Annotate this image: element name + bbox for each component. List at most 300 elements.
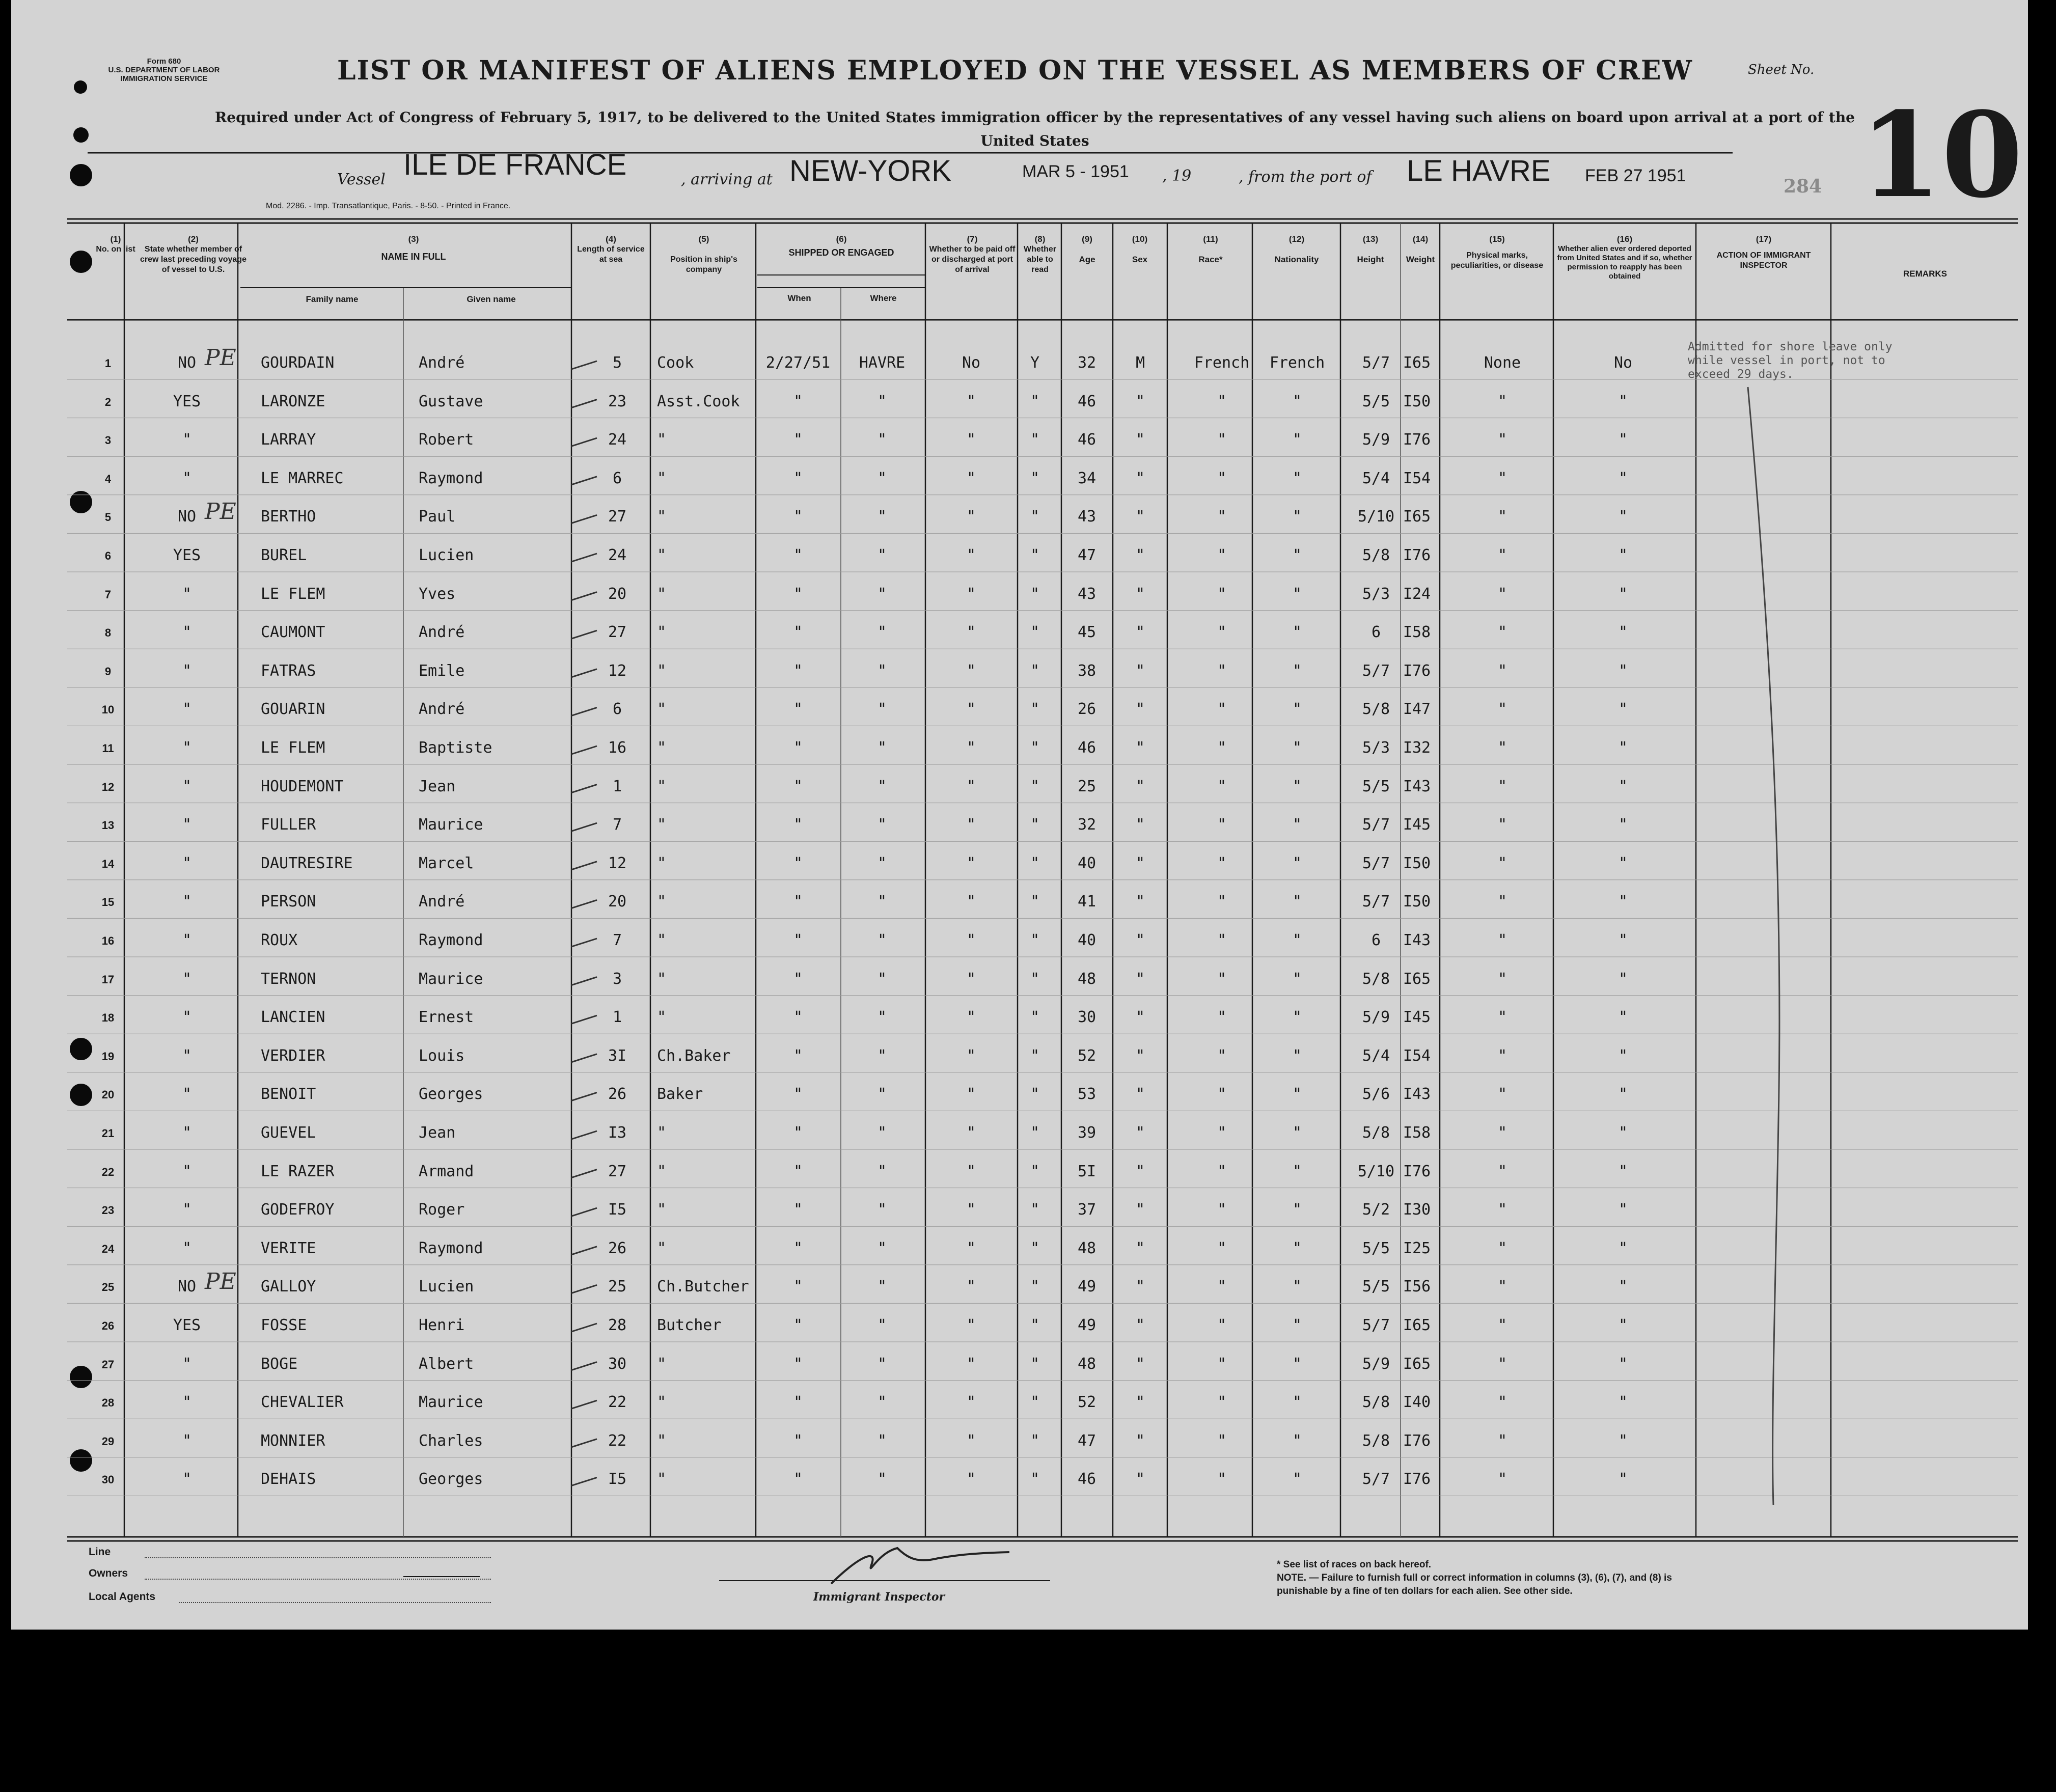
cell-paid: ": [966, 661, 976, 680]
cell-marks: ": [1497, 661, 1507, 680]
cell-deported: ": [1618, 1124, 1628, 1142]
cell-family: MONNIER: [261, 1431, 325, 1450]
cell-position: Baker: [657, 1085, 703, 1104]
cell-deported: ": [1618, 1201, 1628, 1219]
cell-marks: ": [1497, 777, 1507, 795]
cell-deported: ": [1618, 700, 1628, 719]
cell-no: 21: [101, 1127, 115, 1140]
cell-read: ": [1030, 854, 1040, 872]
service-tick-mark: [571, 630, 597, 639]
cell-deported: ": [1618, 1239, 1628, 1257]
cell-paid: ": [966, 777, 976, 795]
service-tick-mark: [571, 862, 597, 870]
cell-deported: ": [1618, 661, 1628, 680]
cell-service: 25: [608, 1278, 627, 1296]
cell-nationality: ": [1292, 777, 1302, 795]
cell-position: ": [657, 777, 667, 795]
cell-age: 32: [1077, 816, 1096, 834]
cell-where: ": [877, 1008, 887, 1027]
cell-marks: ": [1497, 1431, 1507, 1450]
service-tick-mark: [571, 669, 597, 677]
cell-service: 7: [612, 816, 622, 834]
cell-where: ": [877, 1470, 887, 1488]
cell-marks: ": [1497, 1239, 1507, 1257]
cell-read: ": [1030, 1355, 1040, 1373]
cell-prev: ": [182, 1355, 192, 1373]
cell-sex: ": [1135, 392, 1145, 410]
cell-age: 39: [1077, 1124, 1096, 1142]
cell-where: ": [877, 739, 887, 757]
cell-read: ": [1030, 469, 1040, 487]
cell-where: ": [877, 854, 887, 872]
cell-read: ": [1030, 1316, 1040, 1334]
cell-where: ": [877, 661, 887, 680]
cell-service: 1: [612, 1008, 622, 1027]
cell-read: ": [1030, 1278, 1040, 1296]
cell-service: 27: [608, 508, 627, 526]
cell-position: ": [657, 970, 667, 988]
pe-annotation: PE: [205, 1269, 236, 1295]
cell-sex: ": [1135, 700, 1145, 719]
cell-family: LE MARREC: [261, 469, 344, 487]
cell-prev: ": [182, 623, 192, 642]
cell-family: PERSON: [261, 893, 316, 911]
cell-when: ": [793, 623, 803, 642]
cell-deported: ": [1618, 585, 1628, 603]
cell-deported: ": [1618, 546, 1628, 564]
cell-height: 5/7: [1362, 1316, 1390, 1334]
cell-prev: NO: [177, 508, 197, 526]
cell-service: 26: [608, 1239, 627, 1257]
cell-family: VERDIER: [261, 1046, 325, 1065]
cell-race: ": [1217, 854, 1227, 872]
cell-sex: ": [1135, 469, 1145, 487]
given-name-header: Given name: [467, 294, 516, 304]
cell-position: ": [657, 1431, 667, 1450]
cell-height: 5/9: [1362, 1008, 1390, 1027]
cell-prev: ": [182, 816, 192, 834]
cell-height: 5/7: [1362, 661, 1390, 680]
arrival-port: NEW-YORK: [789, 154, 951, 187]
cell-when: ": [793, 1008, 803, 1027]
cell-given: André: [419, 354, 465, 372]
cell-when: ": [793, 1278, 803, 1296]
cell-when: ": [793, 816, 803, 834]
cell-paid: ": [966, 546, 976, 564]
cell-no: 23: [101, 1204, 115, 1217]
service-tick-mark: [571, 477, 597, 485]
cell-nationality: ": [1292, 1278, 1302, 1296]
col9-header: (9) Age: [1079, 234, 1095, 264]
cell-position: ": [657, 739, 667, 757]
service-tick-mark: [571, 1170, 597, 1178]
from-label: , from the port of: [1239, 168, 1372, 186]
cell-nationality: ": [1292, 1085, 1302, 1104]
cell-height: 5/4: [1362, 1046, 1390, 1065]
cell-nationality: ": [1292, 1239, 1302, 1257]
cell-marks: ": [1497, 1162, 1507, 1180]
cell-race: ": [1217, 777, 1227, 795]
cell-nationality: ": [1292, 508, 1302, 526]
cell-prev: ": [182, 1239, 192, 1257]
cell-sex: ": [1135, 970, 1145, 988]
cell-no: 22: [101, 1165, 115, 1178]
cell-where: ": [877, 1085, 887, 1104]
stamp-number: 284: [1784, 176, 1822, 197]
vessel-label: Vessel: [337, 171, 386, 188]
family-name-header: Family name: [306, 294, 359, 304]
cell-given: Paul: [419, 508, 456, 526]
cell-given: Maurice: [419, 970, 483, 988]
cell-read: ": [1030, 816, 1040, 834]
cell-no: 19: [101, 1050, 115, 1063]
cell-family: LARONZE: [261, 392, 325, 410]
cell-height: 5/8: [1362, 970, 1390, 988]
cell-nationality: ": [1292, 661, 1302, 680]
cell-where: ": [877, 1201, 887, 1219]
cell-service: 27: [608, 1162, 627, 1180]
cell-deported: ": [1618, 1316, 1628, 1334]
sheet-label: Sheet No.: [1748, 62, 1815, 77]
service-tick-mark: [571, 1324, 597, 1332]
inspector-label: Immigrant Inspector: [813, 1590, 945, 1604]
cell-given: Jean: [419, 1124, 456, 1142]
cell-service: 22: [608, 1431, 627, 1450]
cell-marks: ": [1497, 1201, 1507, 1219]
cell-no: 13: [101, 819, 115, 832]
cell-paid: ": [966, 1393, 976, 1412]
cell-family: CHEVALIER: [261, 1393, 344, 1412]
cell-weight: I54: [1403, 469, 1431, 487]
cell-height: 5/5: [1362, 1239, 1390, 1257]
cell-deported: ": [1618, 816, 1628, 834]
cell-height: 5/8: [1362, 1431, 1390, 1450]
cell-age: 37: [1077, 1201, 1096, 1219]
cell-paid: ": [966, 1046, 976, 1065]
cell-given: Lucien: [419, 1278, 474, 1296]
cell-deported: ": [1618, 1393, 1628, 1412]
cell-weight: I76: [1403, 546, 1431, 564]
cell-nationality: ": [1292, 1046, 1302, 1065]
cell-race: ": [1217, 700, 1227, 719]
cell-nationality: ": [1292, 1008, 1302, 1027]
cell-service: 12: [608, 661, 627, 680]
cell-no: 26: [101, 1319, 115, 1332]
cell-family: VERITE: [261, 1239, 316, 1257]
cell-no: 14: [101, 857, 115, 870]
cell-service: 23: [608, 392, 627, 410]
cell-paid: ": [966, 893, 976, 911]
cell-prev: ": [182, 931, 192, 949]
cell-service: 20: [608, 893, 627, 911]
cell-paid: ": [966, 1162, 976, 1180]
cell-age: 45: [1077, 623, 1096, 642]
cell-sex: ": [1135, 816, 1145, 834]
cell-when: ": [793, 392, 803, 410]
cell-sex: ": [1135, 585, 1145, 603]
cell-height: 5/7: [1362, 816, 1390, 834]
cell-age: 25: [1077, 777, 1096, 795]
cell-deported: ": [1618, 1085, 1628, 1104]
cell-weight: I32: [1403, 739, 1431, 757]
cell-sex: ": [1135, 1085, 1145, 1104]
cell-when: ": [793, 1239, 803, 1257]
cell-when: ": [793, 1124, 803, 1142]
cell-where: ": [877, 893, 887, 911]
cell-read: Y: [1030, 354, 1040, 372]
cell-given: Raymond: [419, 931, 483, 949]
cell-read: ": [1030, 546, 1040, 564]
cell-sex: ": [1135, 1316, 1145, 1334]
owners-label: Owners: [89, 1567, 128, 1579]
cell-service: 22: [608, 1393, 627, 1412]
cell-position: Butcher: [657, 1316, 722, 1334]
cell-when: ": [793, 1393, 803, 1412]
cell-no: 9: [104, 665, 112, 678]
cell-race: ": [1217, 1201, 1227, 1219]
cell-given: Georges: [419, 1085, 483, 1104]
cell-position: ": [657, 431, 667, 449]
cell-given: Robert: [419, 431, 474, 449]
cell-read: ": [1030, 392, 1040, 410]
cell-read: ": [1030, 1431, 1040, 1450]
cell-position: Ch.Butcher: [657, 1278, 749, 1296]
cell-marks: ": [1497, 1008, 1507, 1027]
cell-given: Armand: [419, 1162, 474, 1180]
cell-no: 3: [104, 434, 112, 447]
cell-given: Yves: [419, 585, 456, 603]
cell-marks: ": [1497, 893, 1507, 911]
cell-age: 46: [1077, 431, 1096, 449]
cell-read: ": [1030, 661, 1040, 680]
cell-weight: I50: [1403, 893, 1431, 911]
cell-weight: I47: [1403, 700, 1431, 719]
cell-paid: ": [966, 392, 976, 410]
service-tick-mark: [571, 1054, 597, 1062]
cell-family: LE RAZER: [261, 1162, 335, 1180]
cell-position: ": [657, 1470, 667, 1488]
cell-prev: ": [182, 1085, 192, 1104]
col8-header: (8) Whether able to read: [1024, 234, 1056, 274]
cell-read: ": [1030, 1046, 1040, 1065]
cell-service: 7: [612, 931, 622, 949]
cell-deported: ": [1618, 1278, 1628, 1296]
manifest-sheet: [11, 0, 2028, 1630]
cell-no: 27: [101, 1358, 115, 1371]
cell-prev: ": [182, 854, 192, 872]
cell-weight: I76: [1403, 1162, 1431, 1180]
cell-age: 47: [1077, 1431, 1096, 1450]
cell-sex: ": [1135, 1393, 1145, 1412]
cell-deported: ": [1618, 392, 1628, 410]
cell-weight: I65: [1403, 970, 1431, 988]
cell-race: ": [1217, 469, 1227, 487]
cell-deported: ": [1618, 431, 1628, 449]
footer-notes: [1277, 1558, 1725, 1598]
cell-read: ": [1030, 585, 1040, 603]
cell-height: 5/2: [1362, 1201, 1390, 1219]
cell-position: ": [657, 1239, 667, 1257]
service-tick-mark: [571, 438, 597, 446]
cell-when: ": [793, 854, 803, 872]
cell-paid: ": [966, 1355, 976, 1373]
service-tick-mark: [571, 1208, 597, 1216]
cell-no: 25: [101, 1281, 115, 1294]
cell-age: 26: [1077, 700, 1096, 719]
cell-where: ": [877, 1431, 887, 1450]
cell-when: ": [793, 739, 803, 757]
cell-when: ": [793, 777, 803, 795]
cell-service: 28: [608, 1316, 627, 1334]
cell-no: 6: [104, 549, 112, 562]
cell-paid: ": [966, 931, 976, 949]
cell-marks: ": [1497, 1085, 1507, 1104]
cell-position: ": [657, 661, 667, 680]
cell-when: ": [793, 1470, 803, 1488]
cell-age: 32: [1077, 354, 1096, 372]
cell-when: ": [793, 970, 803, 988]
cell-race: ": [1217, 1431, 1227, 1450]
cell-read: ": [1030, 931, 1040, 949]
cell-prev: YES: [173, 1316, 201, 1334]
cell-age: 46: [1077, 739, 1096, 757]
cell-race: ": [1217, 1393, 1227, 1412]
cell-age: 48: [1077, 970, 1096, 988]
cell-position: Asst.Cook: [657, 392, 740, 410]
cell-read: ": [1030, 893, 1040, 911]
cell-nationality: ": [1292, 1124, 1302, 1142]
pe-annotation: PE: [205, 499, 236, 525]
cell-height: 6: [1371, 931, 1381, 949]
cell-weight: I30: [1403, 1201, 1431, 1219]
cell-read: ": [1030, 700, 1040, 719]
cell-race: ": [1217, 585, 1227, 603]
cell-where: HAVRE: [859, 354, 906, 372]
vessel-name: ILE DE FRANCE: [403, 148, 627, 181]
cell-where: ": [877, 1162, 887, 1180]
service-tick-mark: [571, 785, 597, 793]
cell-height: 5/10: [1357, 508, 1395, 526]
cell-age: 46: [1077, 1470, 1096, 1488]
cell-position: ": [657, 854, 667, 872]
cell-paid: ": [966, 1470, 976, 1488]
cell-paid: ": [966, 739, 976, 757]
cell-sex: ": [1135, 1201, 1145, 1219]
cell-service: 1: [612, 777, 622, 795]
cell-given: Marcel: [419, 854, 474, 872]
cell-nationality: ": [1292, 970, 1302, 988]
cell-read: ": [1030, 970, 1040, 988]
cell-prev: ": [182, 1008, 192, 1027]
cell-service: 16: [608, 739, 627, 757]
cell-no: 11: [102, 742, 114, 755]
cell-family: BENOIT: [261, 1085, 316, 1104]
cell-where: ": [877, 1393, 887, 1412]
cell-age: 49: [1077, 1316, 1096, 1334]
cell-prev: ": [182, 1201, 192, 1219]
service-tick-mark: [571, 1362, 597, 1370]
cell-sex: ": [1135, 546, 1145, 564]
cell-nationality: ": [1292, 739, 1302, 757]
departure-date: FEB 27 1951: [1585, 166, 1686, 185]
cell-family: TERNON: [261, 970, 316, 988]
cell-paid: ": [966, 700, 976, 719]
cell-prev: ": [182, 1124, 192, 1142]
cell-position: ": [657, 700, 667, 719]
cell-marks: ": [1497, 1278, 1507, 1296]
cell-deported: ": [1618, 931, 1628, 949]
cell-nationality: ": [1292, 816, 1302, 834]
printer-imprint: Mod. 2286. - Imp. Transatlantique, Paris. - 8-50. - Printed in France.: [266, 202, 511, 210]
cell-where: ": [877, 392, 887, 410]
cell-prev: ": [182, 970, 192, 988]
cell-marks: ": [1497, 1046, 1507, 1065]
cell-where: ": [877, 623, 887, 642]
service-tick-mark: [571, 361, 597, 369]
cell-age: 47: [1077, 546, 1096, 564]
cell-read: ": [1030, 1201, 1040, 1219]
cell-position: ": [657, 1124, 667, 1142]
cell-nationality: ": [1292, 1201, 1302, 1219]
vertical-pencil-mark: [1748, 387, 1779, 1505]
cell-position: ": [657, 893, 667, 911]
cell-prev: ": [182, 431, 192, 449]
cell-no: 2: [104, 395, 112, 408]
cell-height: 5/7: [1362, 1470, 1390, 1488]
cell-family: DEHAIS: [261, 1470, 316, 1488]
cell-read: ": [1030, 1393, 1040, 1412]
cell-read: ": [1030, 508, 1040, 526]
cell-weight: I50: [1403, 392, 1431, 410]
cell-marks: ": [1497, 431, 1507, 449]
cell-paid: ": [966, 970, 976, 988]
cell-where: ": [877, 1046, 887, 1065]
cell-sex: ": [1135, 508, 1145, 526]
cell-position: ": [657, 1162, 667, 1180]
cell-paid: ": [966, 854, 976, 872]
cell-when: ": [793, 585, 803, 603]
cell-given: Roger: [419, 1201, 465, 1219]
cell-marks: ": [1497, 585, 1507, 603]
cell-position: Ch.Baker: [657, 1046, 731, 1065]
cell-service: 26: [608, 1085, 627, 1104]
cell-race: ": [1217, 970, 1227, 988]
cell-height: 5/8: [1362, 1393, 1390, 1412]
cell-weight: I50: [1403, 854, 1431, 872]
cell-service: 6: [612, 469, 622, 487]
year-label: , 19: [1162, 167, 1192, 185]
cell-prev: ": [182, 700, 192, 719]
cell-paid: ": [966, 1201, 976, 1219]
cell-nationality: ": [1292, 1393, 1302, 1412]
cell-marks: ": [1497, 931, 1507, 949]
cell-given: Henri: [419, 1316, 465, 1334]
cell-race: ": [1217, 1470, 1227, 1488]
cell-marks: ": [1497, 508, 1507, 526]
cell-family: DAUTRESIRE: [261, 854, 353, 872]
cell-service: 3I: [608, 1046, 627, 1065]
service-tick-mark: [571, 1092, 597, 1100]
cell-read: ": [1030, 739, 1040, 757]
cell-given: Emile: [419, 661, 465, 680]
cell-deported: ": [1618, 777, 1628, 795]
cell-prev: ": [182, 661, 192, 680]
arrival-date: MAR 5 - 1951: [1022, 162, 1129, 181]
cell-sex: ": [1135, 739, 1145, 757]
cell-paid: ": [966, 508, 976, 526]
service-tick-mark: [571, 1285, 597, 1293]
pe-annotation: PE: [205, 345, 236, 371]
